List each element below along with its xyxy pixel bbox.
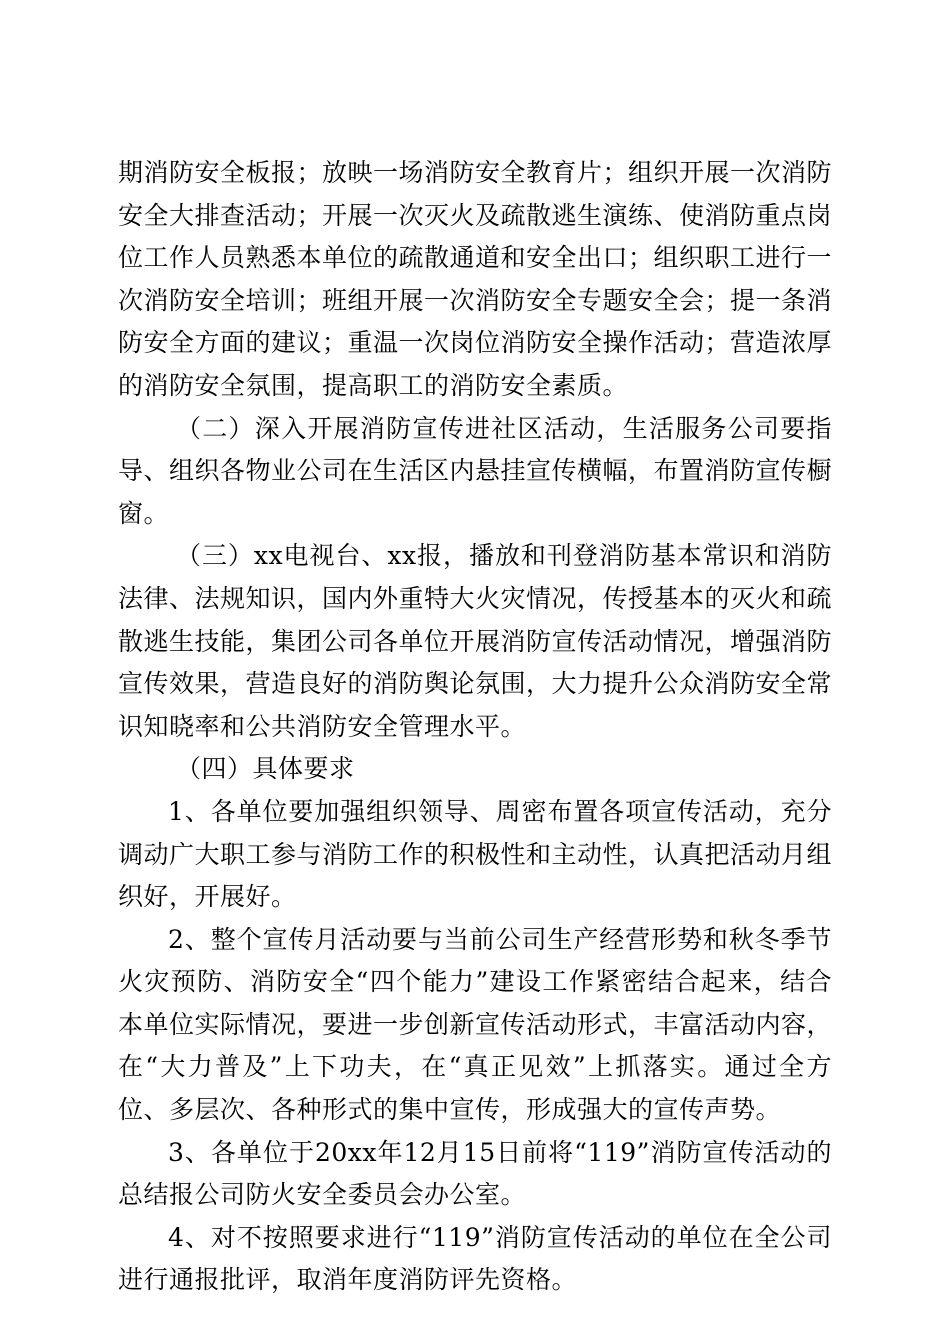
paragraph-requirement-4: 4、对不按照要求进行“119”消防宣传活动的单位在全公司进行通报批评，取消年度消防评先资格。 <box>118 1222 832 1295</box>
document-page <box>118 152 832 1302</box>
paragraph-requirement-1: 1、各单位要加强组织领导、周密布置各项宣传活动，充分调动广大职工参与消防工作的积极性和主动性，认真把活动月组织好，开展好。 <box>118 796 833 912</box>
paragraph-fire-safety-activities: 期消防安全板报；放映一场消防安全教育片；组织开展一次消防安全大排查活动；开展一次灭火及疏散逃生演练、使消防重点岗位工作人员熟悉本单位的疏散通道和安全出口；组织职工进行一次消防安全培训；班组开展一次消防安全专题安全会；提一条消防安全方面的建议；重温一次岗位消防安全操作活动；营造浓厚的消防安全氛围，提高职工的消防安全素质。 <box>118 158 833 400</box>
paragraph-section-three-media: （三）xx电视台、xx报，播放和刊登消防基本常识和消防法律、法规知识，国内外重特大火灾情况，传授基本的灭火和疏散逃生技能，集团公司各单位开展消防宣传活动情况，增强消防宣传效果，营造良好的消防舆论氛围，大力提升公众消防安全常识知晓率和公共消防安全管理水平。 <box>118 541 833 741</box>
paragraph-requirement-2: 2、整个宣传月活动要与当前公司生产经营形势和秋冬季节火灾预防、消防安全“四个能力”建设工作紧密结合起来，结合本单位实际情况，要进一步创新宣传活动形式，丰富活动内容，在“大力普及”上下功夫，在“真正见效”上抓落实。通过全方位、多层次、各种形式的集中宣传，形成强大的宣传声势。 <box>118 924 833 1125</box>
paragraph-section-two-community: （二）深入开展消防宣传进社区活动，生活服务公司要指导、组织各物业公司在生活区内悬挂宣传横幅，布置消防宣传橱窗。 <box>118 413 833 528</box>
paragraph-section-four-heading: （四）具体要求 <box>176 754 355 784</box>
paragraph-requirement-3: 3、各单位于20xx年12月15日前将“119”消防宣传活动的总结报公司防火安全委员会办公室。 <box>118 1137 832 1210</box>
